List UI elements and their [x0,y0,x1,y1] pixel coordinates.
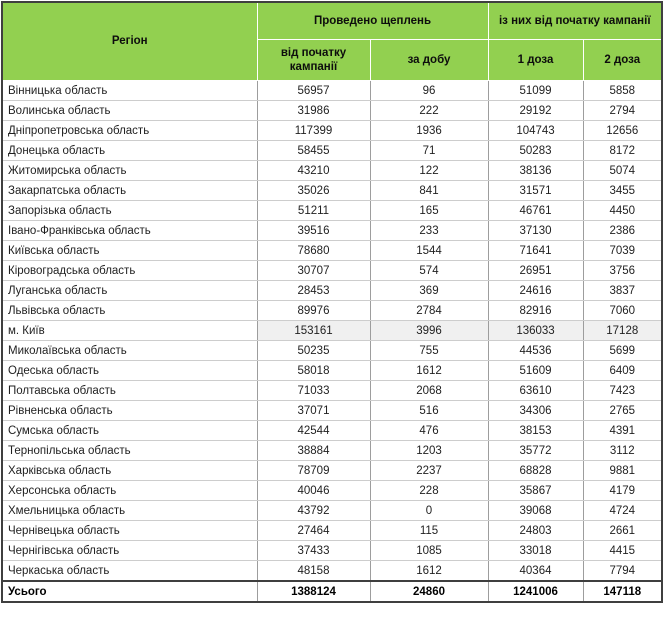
row-dose1-cell: 35867 [488,481,583,501]
row-region-cell: Івано-Франківська область [2,221,257,241]
row-dose2-cell: 5858 [583,81,662,101]
row-per-day-cell: 122 [370,161,488,181]
row-per-day-cell: 96 [370,81,488,101]
row-per-day-cell: 1612 [370,561,488,582]
row-total-cell: 42544 [257,421,370,441]
table-row [2,461,662,481]
table-row [2,241,662,261]
row-dose1-cell: 71641 [488,241,583,261]
row-total-cell: 153161 [257,321,370,341]
row-dose2-cell: 2386 [583,221,662,241]
row-dose1-cell: 63610 [488,381,583,401]
row-total-cell: 43210 [257,161,370,181]
row-region-cell: Чернігівська область [2,541,257,561]
row-dose1-cell: 26951 [488,261,583,281]
row-dose2-cell: 2661 [583,521,662,541]
row-region-cell: Рівненська область [2,401,257,421]
row-dose1-cell: 29192 [488,101,583,121]
table-row [2,501,662,521]
row-dose1-cell: 68828 [488,461,583,481]
row-dose1-cell: 104743 [488,121,583,141]
row-total-cell: 89976 [257,301,370,321]
table-row [2,161,662,181]
table-row [2,301,662,321]
row-total-cell: 40046 [257,481,370,501]
row-region-cell: Закарпатська область [2,181,257,201]
row-dose1-cell: 24616 [488,281,583,301]
row-total-cell: 43792 [257,501,370,521]
row-per-day-cell: 1203 [370,441,488,461]
row-total-cell: 58455 [257,141,370,161]
row-region-cell: Донецька область [2,141,257,161]
row-region-cell: м. Київ [2,321,257,341]
row-region-cell: Харківська область [2,461,257,481]
row-dose1-cell: 51099 [488,81,583,101]
row-dose1-cell: 40364 [488,561,583,582]
row-per-day-cell: 574 [370,261,488,281]
row-dose2-cell: 7794 [583,561,662,582]
vaccination-table [1,1,663,603]
row-total-cell: 37071 [257,401,370,421]
row-per-day-cell: 0 [370,501,488,521]
row-per-day-cell: 2237 [370,461,488,481]
row-total-cell: 31986 [257,101,370,121]
table-header [2,2,662,81]
table-row [2,381,662,401]
row-per-day-cell: 369 [370,281,488,301]
row-region-cell: Полтавська область [2,381,257,401]
row-dose1-cell: 51609 [488,361,583,381]
row-dose2-cell: 4450 [583,201,662,221]
row-total-cell: 78709 [257,461,370,481]
row-region-cell: Волинська область [2,101,257,121]
row-total-cell: 38884 [257,441,370,461]
row-dose2-cell: 6409 [583,361,662,381]
row-dose2-cell: 8172 [583,141,662,161]
row-dose2-cell: 4179 [583,481,662,501]
row-region-cell: Дніпропетровська область [2,121,257,141]
row-region-cell: Чернівецька область [2,521,257,541]
row-dose1-cell: 39068 [488,501,583,521]
row-dose2-cell: 7060 [583,301,662,321]
header-col-per-day: за добу [370,40,488,81]
table-row [2,521,662,541]
row-dose1-cell: 136033 [488,321,583,341]
row-region-cell: Одеська область [2,361,257,381]
row-dose1-cell: 31571 [488,181,583,201]
table-row [2,101,662,121]
row-dose2-cell: 3837 [583,281,662,301]
header-group-since-start: із них від початку кампанії [488,2,662,40]
row-total-cell: 35026 [257,181,370,201]
row-region-cell: Миколаївська область [2,341,257,361]
total-row [2,581,662,602]
row-region-cell: Херсонська область [2,481,257,501]
row-dose1-cell: 44536 [488,341,583,361]
table-row [2,401,662,421]
total-row-total: 1388124 [257,581,370,602]
row-per-day-cell: 516 [370,401,488,421]
total-row-label: Усього [2,581,257,602]
table-row [2,421,662,441]
row-per-day-cell: 1544 [370,241,488,261]
row-region-cell: Тернопільська область [2,441,257,461]
row-total-cell: 117399 [257,121,370,141]
total-row-dose2: 147118 [583,581,662,602]
row-region-cell: Житомирська область [2,161,257,181]
row-dose2-cell: 2765 [583,401,662,421]
row-dose2-cell: 3112 [583,441,662,461]
row-dose2-cell: 3455 [583,181,662,201]
header-col-dose1: 1 доза [488,40,583,81]
row-region-cell: Вінницька область [2,81,257,101]
row-dose1-cell: 46761 [488,201,583,221]
table-row [2,81,662,101]
table-row [2,561,662,582]
row-dose1-cell: 35772 [488,441,583,461]
table-row [2,261,662,281]
row-per-day-cell: 222 [370,101,488,121]
row-dose1-cell: 38153 [488,421,583,441]
table-row [2,121,662,141]
row-dose1-cell: 82916 [488,301,583,321]
row-per-day-cell: 115 [370,521,488,541]
row-region-cell: Сумська область [2,421,257,441]
row-per-day-cell: 228 [370,481,488,501]
header-col-since-start: від початку кампанії [257,40,370,81]
row-per-day-cell: 71 [370,141,488,161]
row-total-cell: 28453 [257,281,370,301]
header-group-vaccinations: Проведено щеплень [257,2,488,40]
row-dose2-cell: 17128 [583,321,662,341]
table-row [2,141,662,161]
row-per-day-cell: 841 [370,181,488,201]
row-dose1-cell: 37130 [488,221,583,241]
row-total-cell: 78680 [257,241,370,261]
table-body [2,81,662,582]
row-dose2-cell: 12656 [583,121,662,141]
row-total-cell: 56957 [257,81,370,101]
row-per-day-cell: 2784 [370,301,488,321]
row-region-cell: Черкаська область [2,561,257,582]
table-row [2,341,662,361]
row-dose2-cell: 2794 [583,101,662,121]
row-dose2-cell: 9881 [583,461,662,481]
row-total-cell: 30707 [257,261,370,281]
row-per-day-cell: 476 [370,421,488,441]
row-total-cell: 48158 [257,561,370,582]
row-total-cell: 51211 [257,201,370,221]
row-total-cell: 27464 [257,521,370,541]
total-row-per-day: 24860 [370,581,488,602]
table-row [2,541,662,561]
row-dose2-cell: 4415 [583,541,662,561]
row-total-cell: 50235 [257,341,370,361]
row-total-cell: 71033 [257,381,370,401]
table-row [2,361,662,381]
row-per-day-cell: 1936 [370,121,488,141]
table-row [2,321,662,341]
row-dose2-cell: 7039 [583,241,662,261]
row-dose2-cell: 5074 [583,161,662,181]
row-per-day-cell: 1085 [370,541,488,561]
row-per-day-cell: 233 [370,221,488,241]
row-region-cell: Запорізька область [2,201,257,221]
table-row [2,221,662,241]
row-per-day-cell: 165 [370,201,488,221]
row-per-day-cell: 755 [370,341,488,361]
row-total-cell: 37433 [257,541,370,561]
row-per-day-cell: 1612 [370,361,488,381]
row-dose1-cell: 24803 [488,521,583,541]
row-dose2-cell: 3756 [583,261,662,281]
table-row [2,441,662,461]
table-row [2,281,662,301]
row-dose1-cell: 50283 [488,141,583,161]
row-per-day-cell: 2068 [370,381,488,401]
row-dose1-cell: 33018 [488,541,583,561]
table-row [2,201,662,221]
row-region-cell: Кіровоградська область [2,261,257,281]
row-dose2-cell: 4391 [583,421,662,441]
table-row [2,481,662,501]
row-region-cell: Хмельницька область [2,501,257,521]
row-total-cell: 39516 [257,221,370,241]
row-dose2-cell: 4724 [583,501,662,521]
header-region: Регіон [2,2,257,81]
table-footer [2,581,662,602]
header-col-dose2: 2 доза [583,40,662,81]
table-row [2,181,662,201]
row-dose1-cell: 38136 [488,161,583,181]
row-dose1-cell: 34306 [488,401,583,421]
row-dose2-cell: 5699 [583,341,662,361]
row-total-cell: 58018 [257,361,370,381]
row-per-day-cell: 3996 [370,321,488,341]
row-region-cell: Луганська область [2,281,257,301]
total-row-dose1: 1241006 [488,581,583,602]
row-dose2-cell: 7423 [583,381,662,401]
row-region-cell: Львівська область [2,301,257,321]
row-region-cell: Київська область [2,241,257,261]
